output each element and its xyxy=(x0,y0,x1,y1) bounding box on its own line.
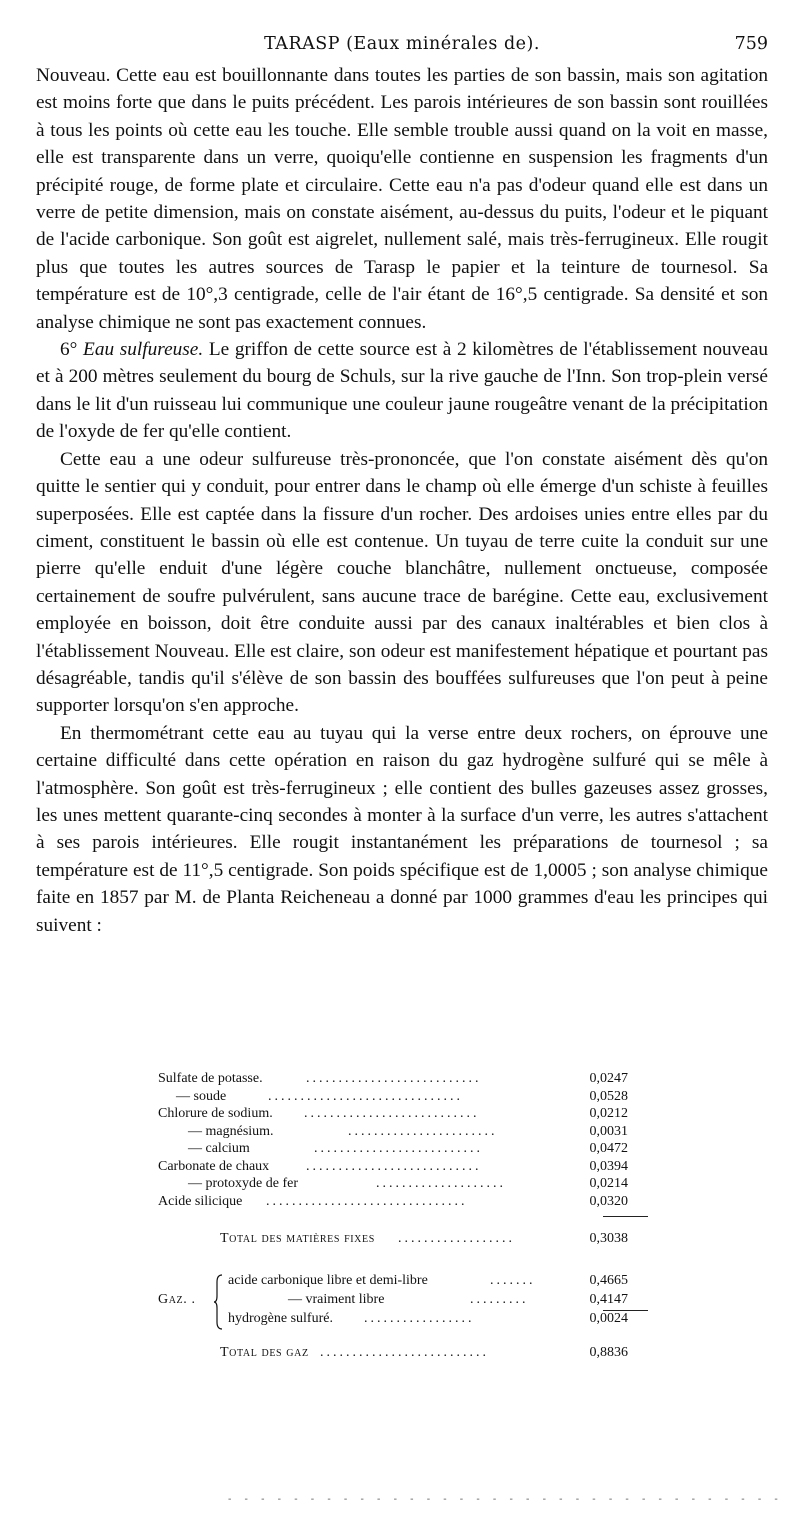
row-value: 0,0528 xyxy=(589,1088,628,1104)
row-value: 0,0247 xyxy=(589,1071,628,1086)
leader-dots: .................... xyxy=(376,1176,506,1191)
row-label: — soude xyxy=(176,1088,227,1104)
total-fixed-row xyxy=(158,1230,628,1248)
total-gas-row xyxy=(158,1344,628,1362)
leader-dots: .................. xyxy=(398,1231,515,1246)
section-title: Eau sulfureuse. xyxy=(83,339,204,361)
row-label: — calcium xyxy=(188,1141,250,1156)
running-header xyxy=(36,34,768,58)
total-fixed-label: Total des matières fixes xyxy=(220,1231,375,1246)
row-value: 0,0214 xyxy=(589,1176,628,1191)
total-fixed-value: 0,3038 xyxy=(589,1231,628,1246)
table-row xyxy=(158,1175,628,1193)
page-number: 759 xyxy=(734,34,768,54)
row-label: — magnésium. xyxy=(188,1123,274,1139)
gas-group xyxy=(158,1272,628,1330)
table-row xyxy=(158,1123,628,1141)
table-row xyxy=(158,1158,628,1176)
row-value: 0,0394 xyxy=(589,1158,628,1174)
row-value: 0,0212 xyxy=(589,1106,628,1121)
leader-dots: ......... xyxy=(470,1291,529,1307)
gas-row xyxy=(158,1310,628,1328)
row-value: 0,0472 xyxy=(589,1141,628,1156)
leader-dots: ................. xyxy=(364,1310,475,1326)
row-label: Carbonate de chaux xyxy=(158,1158,270,1174)
paragraph-continuation: Nouveau. Cette eau est bouillonnante dans toutes les parties de son bassin, mais son agitation est moins forte que dans le puits précédent. Les parois intérieures de son bassin sont rouillées à tous les points où cette eau les touche. Elle semble trouble aussi quand on la voit en masse, elle est transparente dans un verre, quoiqu'elle contienne en suspension les fragments d'un précipité rouge, de forme plate et circulaire. Cette eau n'a pas d'odeur quand elle est dans un verre de petite dimension, mais on constate aisément, au-dessus du puits, l'odeur et le piquant de l'acide carbonique. Son goût est aigrelet, nullement salé, mais très-ferrugineux. Elle rougit plus que toutes les autres sources de Tarasp le papier et la teinture de tournesol. Sa température est de 10°,3 centigrade, celle de l'air étant de 16°,5 centigrade. Sa densité et son analyse chimique ne sont pas exactement connues. xyxy=(36,65,768,333)
footer-dotted-line: - - - - - - - - - - - - - - - - - - - - - - - - - - - - - - - - - - xyxy=(228,1494,783,1505)
leader-dots: ............................... xyxy=(266,1193,468,1209)
running-title: TARASP (Eaux minérales de). xyxy=(264,34,540,54)
table-row xyxy=(158,1088,628,1106)
leader-dots: ........................... xyxy=(304,1106,480,1121)
paragraph-odeur: Cette eau a une odeur sulfureuse très-prononcée, que l'on constate aisément dès qu'on quitte le sentier qui y conduit, pour entrer dans le champ où elle émerge d'un schiste à feuilles superposées. Elle est captée dans la fissure d'un rocher. Des ardoises unies entre elles par du ciment, constituent le bassin où elle est contenue. Un tuyau de terre cuite la conduit sur une pierre qu'elle enduit d'une légère couche blanchâtre, nullement onctueuse, composée certainement de soufre pulvérulent, sans aucune trace de barégine. Cette eau, exclusivement employée en boisson, doit être conduite aussi par des canaux inaltérables et bien clos à l'établissement Nouveau. Elle est claire, son odeur est manifestement hépatique et pourtant pas désagréable, tandis qu'il s'élève de son bassin des bouffées sulfureuses que l'on peut à peine supporter lorsqu'on s'en approche. xyxy=(36,448,768,717)
table-row xyxy=(158,1193,628,1211)
leader-dots: .......................... xyxy=(320,1344,489,1360)
total-gas-value: 0,8836 xyxy=(589,1344,628,1360)
paragraph-thermometrant: En thermométrant cette eau au tuyau qui la verse entre deux rochers, on éprouve une certaine difficulté dans cette opération en raison du gaz hydrogène sulfuré qui se mêle à l'atmosphère. Son goût est très-ferrugineux ; elle contient des bulles gazeuses assez grosses, les unes mettent quarante-cinq secondes à monter à la surface d'un verre, les autres s'attachent à ses parois intérieures. Elle rougit instantanément les préparations de tournesol ; sa température est de 11°,5 centigrade. Son poids spécifique est de 1,0005 ; son analyse chimique faite en 1857 par M. de Planta Reicheneau a donné par 1000 grammes d'eau les principes qui suivent : xyxy=(36,722,768,936)
gas-row xyxy=(158,1291,628,1309)
analysis-table xyxy=(158,1070,628,1361)
body-text xyxy=(36,62,768,939)
row-label: Acide silicique xyxy=(158,1193,243,1209)
gas-row-value: 0,4665 xyxy=(589,1272,628,1288)
section-number: 6° xyxy=(60,339,78,361)
leader-dots: ....... xyxy=(490,1272,536,1288)
leader-dots: ....................... xyxy=(348,1123,498,1139)
row-label: Sulfate de potasse. xyxy=(158,1071,263,1086)
paragraph-section-6 xyxy=(36,336,768,446)
row-value: 0,0320 xyxy=(589,1193,628,1209)
row-label: — protoxyde de fer xyxy=(188,1176,299,1191)
gas-label: Gaz. . xyxy=(158,1291,196,1307)
brace-icon xyxy=(214,1274,224,1330)
gas-subtotal-rule xyxy=(603,1310,648,1311)
leader-dots: .............................. xyxy=(268,1088,463,1104)
gas-row-label: hydrogène sulfuré. xyxy=(228,1310,333,1326)
leader-dots: ........................... xyxy=(306,1071,482,1086)
section-6-text: Le griffon de cette source est à 2 kilomètres de l'établissement nouveau et à 200 mètres seulement du bourg de Schuls, sur la rive gauche de l'Inn. Son trop-plein versé dans le lit d'un ruisseau lui communique une couleur jaune rougeâtre venant de la précipitation de l'oxyde de fer qu'elle contient. xyxy=(36,339,769,443)
table-row xyxy=(158,1070,628,1088)
total-gas-label: Total des gaz xyxy=(220,1344,309,1360)
gas-row-label: acide carbonique libre et demi-libre xyxy=(228,1272,428,1288)
table-row xyxy=(158,1140,628,1158)
table-row xyxy=(158,1105,628,1123)
gas-row xyxy=(158,1272,628,1290)
subtotal-rule xyxy=(603,1216,648,1217)
leader-dots: .......................... xyxy=(314,1141,483,1156)
row-value: 0,0031 xyxy=(589,1123,628,1139)
gas-row-label: — vraiment libre xyxy=(288,1291,385,1307)
gas-row-value: 0,4147 xyxy=(589,1291,628,1307)
row-label: Chlorure de sodium. xyxy=(158,1106,273,1121)
leader-dots: ........................... xyxy=(306,1158,482,1174)
gas-row-value: 0,0024 xyxy=(589,1310,628,1326)
